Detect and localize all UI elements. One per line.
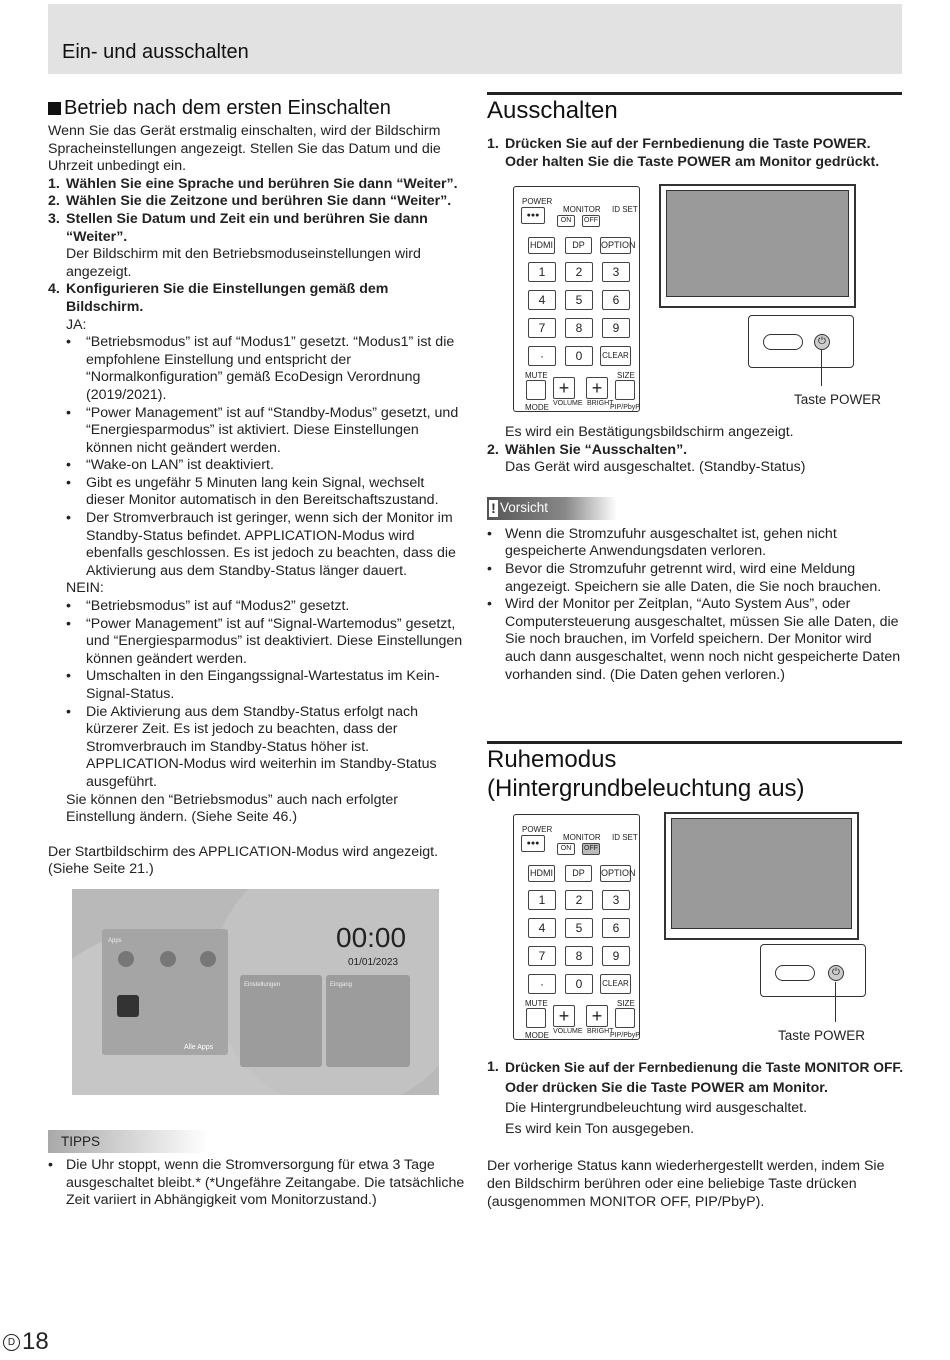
all-apps-button[interactable]: Alle Apps <box>184 1044 214 1051</box>
monitor-off-button[interactable]: OFF <box>582 215 600 227</box>
startscreen-text: Der Startbildschirm des APPLICATION-Modus wird angezeigt. (Siehe Seite 21.) <box>48 843 439 878</box>
left-column <box>48 95 466 879</box>
power-button[interactable]: ●●● <box>521 207 545 224</box>
off-step-1: 1. Drücken Sie auf der Fernbedienung die Taste POWER. Oder halten Sie die Taste POWER am Monitor gedrückt. <box>487 136 880 170</box>
size-button[interactable] <box>615 380 635 400</box>
page-number: 18 <box>22 1328 49 1355</box>
callout-line <box>821 350 822 386</box>
list-item: • “Betriebsmodus” ist auf “Modus2” gesetzt. <box>66 598 350 615</box>
tips-block <box>48 1157 466 1210</box>
list-item: • Die Uhr stoppt, wenn die Stromversorgung für etwa 3 Tage ausgeschaltet bleibt.* (*Ungefähre Zeitangabe. Die tatsächliche Zeit variiert in Abhängigkeit vom Monitorzustand.) <box>48 1157 465 1209</box>
list-item: • “Power Management” ist auf “Standby-Modus” gesetzt, und “Energiesparmodus” ist aktiviert. Diese Einstellungen können nicht geändert werden. <box>66 404 459 456</box>
step-2: 2. Wählen Sie die Zeitzone und berühren Sie dann “Weiter”. <box>48 193 452 210</box>
key-0[interactable]: 0 <box>565 346 593 366</box>
nein-label: NEIN: <box>66 580 104 597</box>
key-9[interactable]: 9 <box>602 318 630 338</box>
key-6[interactable]: 6 <box>602 918 630 938</box>
key-dot[interactable]: · <box>528 974 556 994</box>
step-1: 1. Wählen Sie eine Sprache und berühren Sie dann “Weiter”. <box>48 175 458 192</box>
clock-date: 01/01/2023 <box>348 957 399 968</box>
clear-button[interactable]: CLEAR <box>600 974 631 994</box>
sensor-icon <box>763 334 803 350</box>
rest-final-text: Der vorherige Status kann wiederhergestellt werden, indem Sie den Bildschirm berühren oder eine beliebige Taste drücken (ausgenommen MONITOR OFF, PIP/PbyP). <box>487 1158 885 1210</box>
off-note-2: Das Gerät wird ausgeschaltet. (Standby-Status) <box>505 459 806 476</box>
off-step-2: 2. Wählen Sie “Ausschalten”. <box>487 441 688 458</box>
volume-plus-button[interactable]: + <box>553 377 575 399</box>
callout-line <box>835 982 836 1022</box>
rest-step-1: 1. Drücken Sie auf der Fernbedienung die Taste MONITOR OFF. <box>487 1059 904 1075</box>
app-icon[interactable] <box>118 951 134 967</box>
step-3: 3. Stellen Sie Datum und Zeit ein und berühren Sie dann “Weiter”. <box>48 210 428 245</box>
ausschalten-section <box>487 92 902 171</box>
list-item: • Bevor die Stromzufuhr getrennt wird, wird eine Meldung angezeigt. Speichern sie alle Daten, die Sie noch brauchen. <box>487 560 882 595</box>
monitor-on-button[interactable]: ON <box>557 843 575 855</box>
settings-panel: Einstellungen <box>240 975 322 1067</box>
list-item: • “Wake-on LAN” ist deaktiviert. <box>66 457 274 474</box>
clock-time: 00:00 <box>336 922 407 953</box>
list-item: • Gibt es ungefähr 5 Minuten lang kein Signal, wechselt dieser Monitor automatisch in den Bereitschaftszustand. <box>66 474 439 509</box>
key-8[interactable]: 8 <box>565 318 593 338</box>
key-2[interactable]: 2 <box>565 262 593 282</box>
page-title: Ein- und ausschalten <box>62 41 249 63</box>
option-button[interactable]: OPTION <box>600 237 631 254</box>
ecodesign-app-icon[interactable] <box>117 995 139 1017</box>
dp-button[interactable]: DP <box>565 237 592 254</box>
after-note: Sie können den “Betriebsmodus” auch nach erfolgter Einstellung ändern. (Siehe Seite 46.) <box>66 791 399 826</box>
step-4: 4. Konfigurieren Sie die Einstellungen gemäß dem Bildschirm. <box>48 281 389 315</box>
dp-button[interactable]: DP <box>565 865 592 882</box>
mute-button[interactable] <box>526 380 546 400</box>
list-item: • Wenn die Stromzufuhr ausgeschaltet ist, gehen nicht gespeicherte Anwendungsdaten verloren. <box>487 525 837 560</box>
monitor-off-button[interactable]: OFF <box>582 843 600 855</box>
key-7[interactable]: 7 <box>528 318 556 338</box>
off-note-1: Es wird ein Bestätigungsbildschirm angezeigt. <box>505 424 794 440</box>
bright-plus-button[interactable]: + <box>586 377 608 399</box>
hdmi-button[interactable]: HDMI <box>528 865 555 882</box>
ruhemodus-section <box>487 741 902 803</box>
tips-label-bar: TIPPS <box>48 1130 208 1153</box>
page-footer <box>3 1328 49 1356</box>
key-1[interactable]: 1 <box>528 262 556 282</box>
power-button[interactable]: ●●● <box>521 835 545 852</box>
key-8[interactable]: 8 <box>565 946 593 966</box>
volume-plus-button[interactable]: + <box>553 1005 575 1027</box>
apps-panel: Apps Alle Apps <box>102 929 228 1055</box>
key-5[interactable]: 5 <box>565 918 593 938</box>
list-item: • Die Aktivierung aus dem Standby-Status erfolgt nach kürzerer Zeit. Es ist jedoch zu beachten, dass der Stromverbrauch im Standby-Status höher ist. APPLICATION-Modus wird weiterhin im Standby-Status ausgeführt. <box>66 703 437 790</box>
key-3[interactable]: 3 <box>602 262 630 282</box>
app-icon[interactable] <box>160 951 176 967</box>
remote-control: POWER ●●● MONITOR ID SET ON OFF HDMI DP OPTION 1 2 3 4 5 6 7 8 9 · 0 CLEAR MUTE SIZE + + MODE VOLUME BRIGHT PIP/PbyP <box>513 814 640 1040</box>
power-icon[interactable]: ⏻ <box>814 334 830 350</box>
step-3-note: Der Bildschirm mit den Betriebsmoduseinstellungen wird angezeigt. <box>66 246 421 280</box>
region-badge: D <box>3 1334 20 1351</box>
input-panel: Eingang <box>326 975 410 1067</box>
ausschalten-steps <box>487 424 902 684</box>
bright-plus-button[interactable]: + <box>586 1005 608 1027</box>
sensor-icon <box>775 965 815 981</box>
rest-step-1b: Oder drücken Sie die Taste POWER am Monitor. <box>505 1079 828 1096</box>
rest-note-1: Die Hintergrundbeleuchtung wird ausgeschaltet. <box>505 1100 808 1117</box>
clear-button[interactable]: CLEAR <box>600 346 631 366</box>
monitor-screen <box>671 818 852 929</box>
list-item: • “Power Management” ist auf “Signal-Wartemodus” gesetzt, und “Energiesparmodus” ist deaktiviert. Diese Einstellungen können geändert werden. <box>66 615 463 667</box>
key-1[interactable]: 1 <box>528 890 556 910</box>
ja-label: JA: <box>66 316 87 333</box>
square-bullet-icon <box>48 102 61 115</box>
key-4[interactable]: 4 <box>528 918 556 938</box>
warning-label-bar: ! Vorsicht <box>487 497 617 520</box>
monitor-screen <box>666 190 849 297</box>
list-item: • Umschalten in den Eingangssignal-Wartestatus im Kein-Signal-Status. <box>66 668 440 702</box>
power-icon[interactable]: ⏻ <box>828 965 844 981</box>
size-button[interactable] <box>615 1008 635 1028</box>
section-heading: Betrieb nach dem ersten Einschalten <box>48 95 466 121</box>
monitor-illustration <box>664 812 859 940</box>
rest-note-2: Es wird kein Ton ausgegeben. <box>505 1120 695 1137</box>
ruhemodus-title: Ruhemodus (Hintergrundbeleuchtung aus) <box>487 741 902 803</box>
list-item: • “Betriebsmodus” ist auf “Modus1” gesetzt. “Modus1” ist die empfohlene Einstellung und entspricht der “Normalkonfiguration” gemäß EcoDesign Verordnung (2019/2021). <box>66 334 455 403</box>
monitor-power-callout <box>748 315 854 368</box>
key-7[interactable]: 7 <box>528 946 556 966</box>
key-9[interactable]: 9 <box>602 946 630 966</box>
application-home-screenshot <box>72 889 439 1095</box>
key-4[interactable]: 4 <box>528 290 556 310</box>
taste-power-label: Taste POWER <box>778 1028 866 1043</box>
app-icon[interactable] <box>200 951 216 967</box>
list-item: • Wird der Monitor per Zeitplan, “Auto System Aus”, oder Computersteuerung ausgeschaltet, müssen Sie alle Daten, die Sie noch brauchen, im Vorfeld speichern. Der Monitor wird auch dann ausgeschaltet, wenn noch nicht gespeicherte Daten vorhanden sind. (Die Daten gehen verloren.) <box>487 596 901 683</box>
key-0[interactable]: 0 <box>565 974 593 994</box>
key-5[interactable]: 5 <box>565 290 593 310</box>
monitor-power-callout <box>760 944 866 997</box>
remote-control: POWER ●●● MONITOR ID SET ON OFF HDMI DP OPTION 1 2 3 4 5 6 7 8 9 · 0 CLEAR MUTE SIZE + + MODE VOLUME BRIGHT PIP/PbyP <box>513 186 640 412</box>
hdmi-button[interactable]: HDMI <box>528 237 555 254</box>
mute-button[interactable] <box>526 1008 546 1028</box>
ausschalten-title: Ausschalten <box>487 92 902 125</box>
key-3[interactable]: 3 <box>602 890 630 910</box>
list-item: • Der Stromverbrauch ist geringer, wenn sich der Monitor im Standby-Status befindet. APPLICATION-Modus wird ebenfalls geschlossen. Es ist jedoch zu beachten, dass die Aktivierung aus dem Standby-Status länger dauert. <box>66 510 456 579</box>
key-2[interactable]: 2 <box>565 890 593 910</box>
section-header <box>48 4 902 74</box>
ruhemodus-steps <box>487 1059 907 1211</box>
monitor-illustration <box>659 184 856 308</box>
monitor-on-button[interactable]: ON <box>557 215 575 227</box>
warning-icon: ! <box>489 500 498 517</box>
key-6[interactable]: 6 <box>602 290 630 310</box>
key-dot[interactable]: · <box>528 346 556 366</box>
intro-text: Wenn Sie das Gerät erstmalig einschalten, wird der Bildschirm Spracheinstellungen angezeigt. Stellen Sie das Datum und die Uhrzeit unbedingt ein. <box>48 123 441 175</box>
option-button[interactable]: OPTION <box>600 865 631 882</box>
taste-power-label: Taste POWER <box>794 392 882 407</box>
